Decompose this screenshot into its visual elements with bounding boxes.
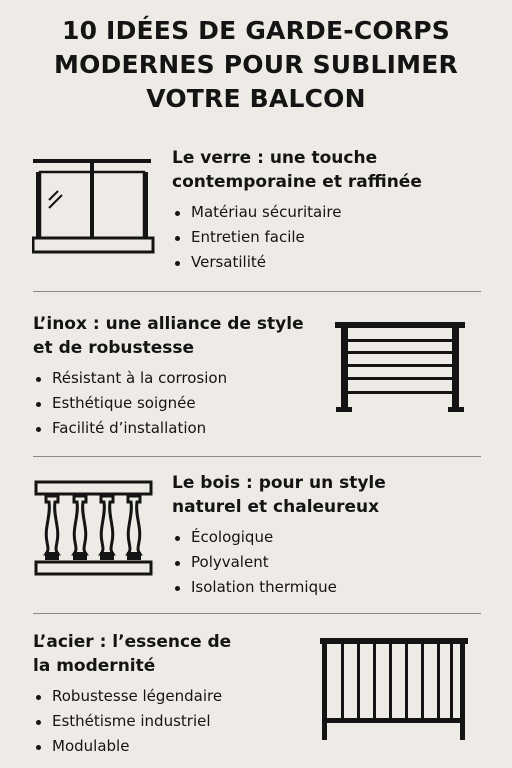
divider <box>33 456 481 457</box>
list-item: Matériau sécuritaire <box>172 200 341 225</box>
section-heading-steel: L’acier : l’essence de la modernité <box>33 632 232 676</box>
list-item: Versatilité <box>172 250 341 275</box>
list-item: Esthétique soignée <box>33 391 227 416</box>
title-line-1: 10 IDÉES DE GARDE-CORPS <box>61 16 451 45</box>
section-heading-wood: Le bois : pour un style naturel et chaleureux <box>172 473 386 517</box>
list-item: Résistant à la corrosion <box>33 366 227 391</box>
list-item: Facilité d’installation <box>33 416 227 441</box>
section-heading-stainless: L’inox : une alliance de style et de robustesse <box>33 314 304 358</box>
list-item: Écologique <box>172 525 337 550</box>
bullet-list-steel <box>33 684 222 759</box>
list-item: Esthétisme industriel <box>33 709 222 734</box>
bullet-list-stainless <box>33 366 227 441</box>
list-item: Polyvalent <box>172 550 337 575</box>
section-heading-glass: Le verre : une touche contemporaine et raffinée <box>172 148 422 192</box>
stainless-steel-railing-icon <box>334 321 468 415</box>
list-item: Entretien facile <box>172 225 341 250</box>
title-line-3: VOTRE BALCON <box>146 84 366 113</box>
glass-railing-icon <box>32 158 156 256</box>
list-item: Robustesse légendaire <box>33 684 222 709</box>
divider <box>33 613 481 614</box>
divider <box>33 291 481 292</box>
bullet-list-wood <box>172 525 337 600</box>
wooden-balustrade-icon <box>34 478 156 580</box>
page-title <box>0 14 512 116</box>
steel-railing-icon <box>318 636 470 742</box>
title-line-2: MODERNES POUR SUBLIMER <box>54 50 458 79</box>
list-item: Isolation thermique <box>172 575 337 600</box>
bullet-list-glass <box>172 200 341 275</box>
list-item: Modulable <box>33 734 222 759</box>
